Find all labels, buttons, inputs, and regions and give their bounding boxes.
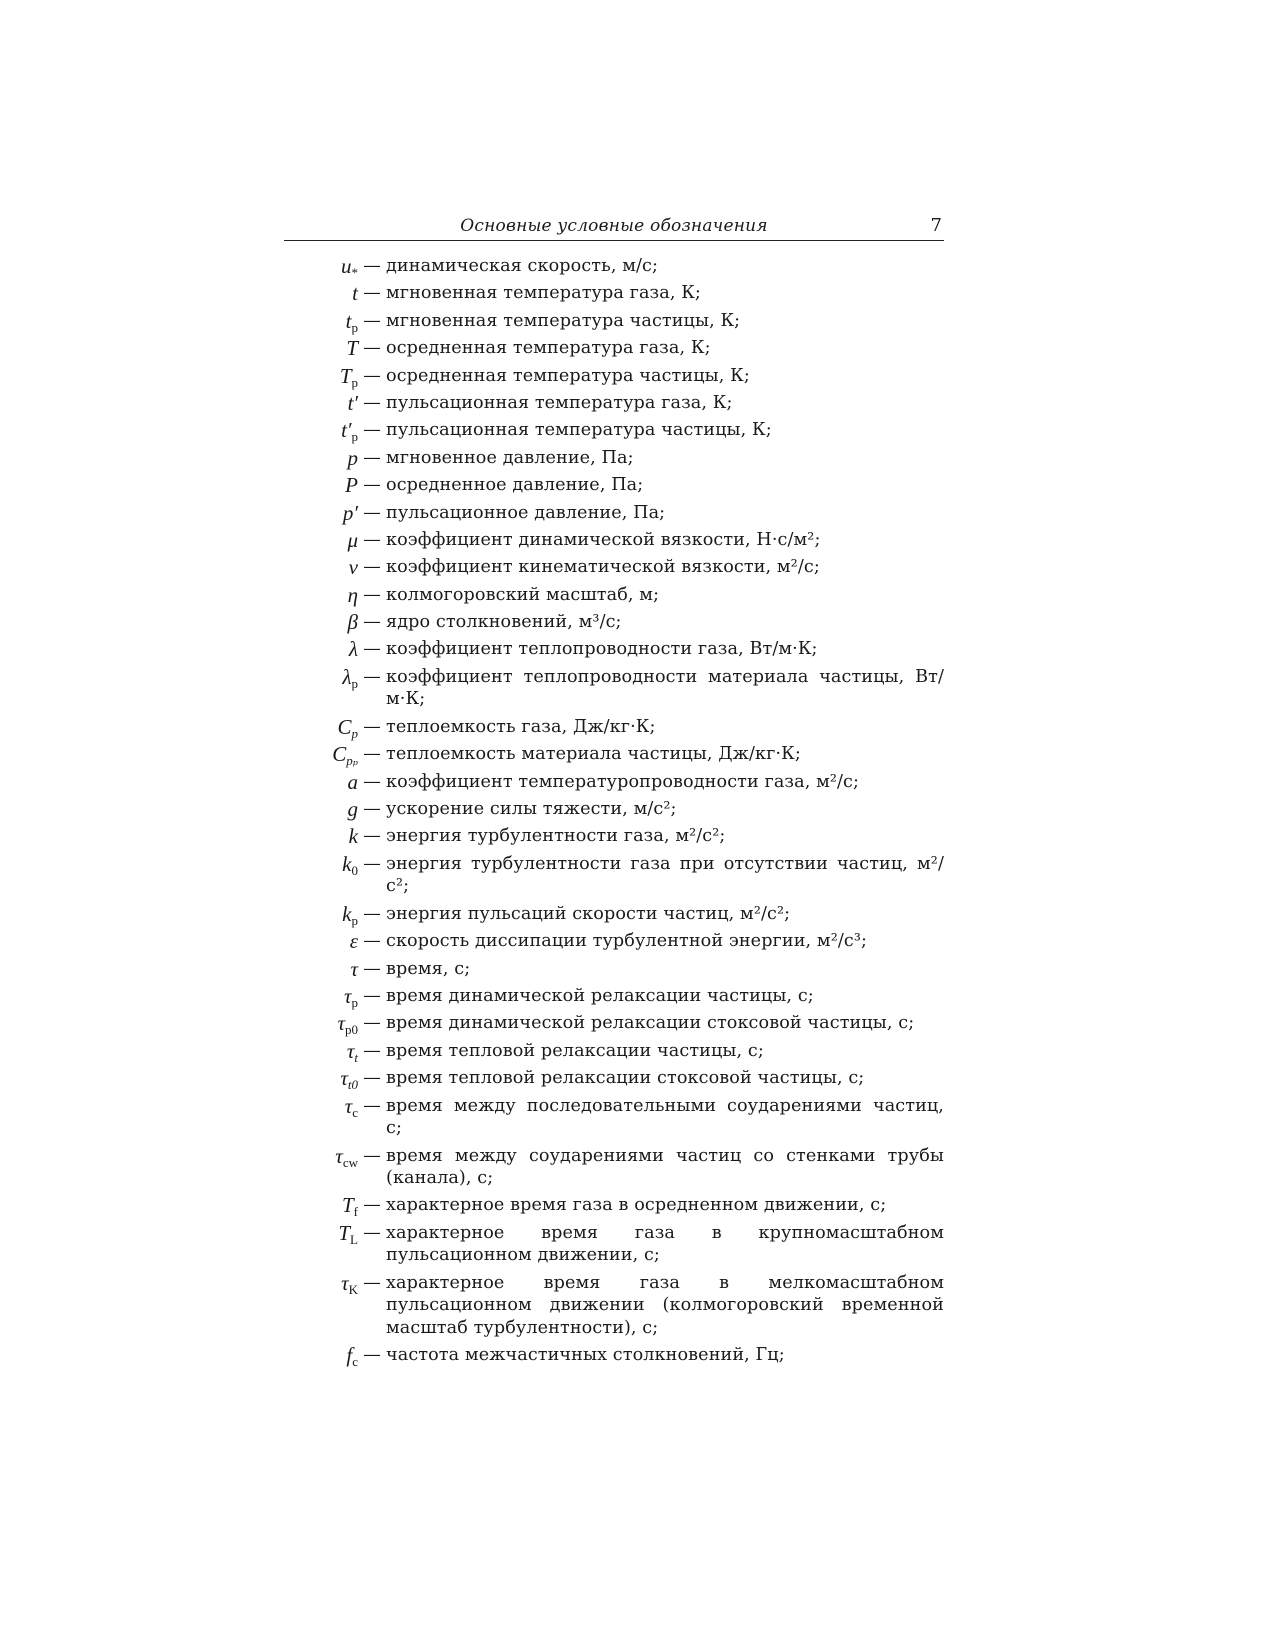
notation-symbol (284, 282, 358, 305)
symbol-subscript: cw (342, 1154, 358, 1170)
notation-entry (284, 1011, 944, 1038)
notation-entry (284, 853, 944, 898)
notation-entry (284, 1222, 944, 1267)
em-dash: — (363, 903, 381, 924)
notation-description: мгновенная температура частицы, К; (386, 310, 741, 331)
notation-entry (284, 310, 944, 333)
notation-symbol (284, 825, 358, 848)
symbol-subscript: c (352, 1354, 358, 1370)
notation-entry (284, 1095, 944, 1140)
symbol-base: t′ (341, 418, 352, 443)
notation-description: пульсационная температура частицы, К; (386, 420, 772, 441)
notation-symbol (284, 474, 358, 497)
symbol-base: ε (349, 929, 358, 954)
notation-description: колмогоровский масштаб, м; (386, 584, 660, 605)
notation-description: энергия турбулентности газа при отсутствии частиц, м²/с²; (386, 853, 944, 897)
notation-description: время между соударениями частиц со стенками трубы (канала), с; (386, 1145, 944, 1189)
notation-description: динамическая скорость, м/с; (386, 256, 659, 276)
notation-symbol (284, 556, 358, 579)
notation-description: пульсационное давление, Па; (386, 502, 666, 523)
notation-symbol (284, 1193, 358, 1220)
notation-symbol (284, 529, 358, 552)
notation-symbol (284, 1222, 358, 1245)
em-dash: — (363, 256, 381, 276)
notation-description: время динамической релаксации стоксовой частицы, с; (386, 1013, 915, 1034)
notation-description: осредненное давление, Па; (386, 475, 644, 496)
notation-symbol (284, 798, 358, 821)
notation-symbol (284, 1095, 358, 1118)
notation-symbol (284, 930, 358, 953)
notation-entry (284, 418, 944, 445)
notation-symbol (284, 903, 358, 926)
notation-description: характерное время газа в осредненном движении, с; (386, 1195, 887, 1216)
notation-symbol (284, 638, 358, 661)
em-dash: — (363, 853, 381, 874)
notation-entry (284, 958, 944, 981)
symbol-subscript: p (351, 912, 358, 928)
symbol-base: τ (343, 983, 352, 1008)
symbol-base: η (347, 582, 358, 607)
notation-symbol (284, 418, 358, 445)
em-dash: — (363, 529, 381, 550)
symbol-base: μ (347, 527, 358, 552)
notation-entry (284, 1343, 944, 1370)
symbol-subscript: 0 (351, 862, 358, 878)
notation-symbol (284, 584, 358, 607)
em-dash: — (363, 799, 381, 820)
symbol-base: t (345, 308, 352, 333)
symbol-base: τ (346, 1038, 355, 1063)
em-dash: — (363, 1222, 381, 1243)
notation-description: ядро столкновений, м³/с; (386, 612, 622, 633)
running-title: Основные условные обозначения (460, 216, 768, 236)
em-dash: — (363, 1195, 381, 1216)
em-dash: — (363, 1040, 381, 1061)
symbol-base: T (346, 336, 358, 361)
notation-symbol (284, 392, 358, 415)
notation-symbol (284, 337, 358, 360)
symbol-subscript: p (351, 374, 358, 390)
symbol-subscript: c (352, 1104, 358, 1120)
notation-description: коэффициент теплопроводности материала частицы, Вт/м·К; (386, 666, 944, 710)
symbol-base: τ (344, 1093, 353, 1118)
symbol-base: τ (340, 1066, 348, 1091)
em-dash: — (363, 502, 381, 523)
em-dash: — (363, 716, 381, 737)
symbol-subscript: pₚ (346, 753, 358, 769)
symbol-base: ν (348, 555, 358, 580)
em-dash: — (363, 931, 381, 952)
notation-entry (284, 1272, 944, 1340)
notation-description: частота межчастичных столкновений, Гц; (386, 1345, 785, 1366)
notation-entry (284, 611, 944, 634)
notation-symbol (284, 958, 358, 981)
symbol-subscript: p (351, 725, 358, 741)
notation-symbol (284, 1343, 358, 1370)
symbol-base: t (352, 281, 358, 306)
notation-symbol (284, 742, 358, 769)
symbol-base: k (342, 851, 352, 876)
symbol-base: P (345, 473, 358, 498)
notation-description: ускорение силы тяжести, м/с²; (386, 799, 677, 820)
notation-symbol (284, 1040, 358, 1063)
symbol-subscript: p0 (345, 1022, 358, 1038)
notation-entry (284, 447, 944, 470)
symbol-subscript: p (351, 319, 358, 335)
notation-symbol (284, 1272, 358, 1295)
notation-entry (284, 1066, 944, 1093)
em-dash: — (363, 1095, 381, 1116)
page-number: 7 (930, 215, 942, 236)
notation-symbol (284, 666, 358, 689)
notation-symbol (284, 1011, 358, 1038)
notation-entry (284, 337, 944, 360)
notation-entry (284, 985, 944, 1008)
notation-symbol (284, 611, 358, 634)
notation-entry (284, 716, 944, 739)
notation-description: время тепловой релаксации частицы, с; (386, 1040, 764, 1061)
em-dash: — (363, 826, 381, 847)
notation-description: осредненная температура газа, К; (386, 338, 711, 359)
notation-symbol (284, 365, 358, 388)
symbol-base: p (347, 445, 358, 470)
notation-description: время тепловой релаксации стоксовой частицы, с; (386, 1068, 865, 1089)
em-dash: — (363, 666, 381, 687)
notation-entry (284, 255, 944, 278)
symbol-base: τ (341, 1270, 349, 1295)
notation-entry (284, 529, 944, 552)
notation-description: теплоемкость газа, Дж/кг·К; (386, 716, 656, 737)
notation-entry (284, 502, 944, 525)
notation-description: коэффициент кинематической вязкости, м²/с; (386, 557, 820, 578)
symbol-base: λ (342, 664, 352, 689)
notation-description: пульсационная температура газа, К; (386, 392, 733, 413)
notation-entry (284, 930, 944, 953)
symbol-base: T (341, 1193, 354, 1218)
em-dash: — (363, 310, 381, 331)
notation-symbol (284, 310, 358, 333)
em-dash: — (363, 557, 381, 578)
em-dash: — (363, 447, 381, 468)
notation-symbol (284, 853, 358, 876)
notation-description: энергия пульсаций скорости частиц, м²/с²; (386, 903, 791, 924)
em-dash: — (363, 1068, 381, 1089)
notation-symbol (284, 1145, 358, 1168)
notation-symbol (284, 771, 358, 794)
notation-description: мгновенная температура газа, К; (386, 283, 701, 304)
symbol-base: C (337, 714, 352, 739)
em-dash: — (363, 1013, 381, 1034)
em-dash: — (363, 612, 381, 633)
notation-entry (284, 365, 944, 388)
symbol-base: a (347, 769, 358, 794)
notation-description: время между последовательными соударениями частиц, с; (386, 1095, 944, 1139)
symbol-base: k (348, 824, 358, 849)
symbol-base: t′ (347, 390, 358, 415)
notation-description: скорость диссипации турбулентной энергии, м²/с³; (386, 931, 868, 952)
notation-entry (284, 392, 944, 415)
notation-symbol (284, 1066, 358, 1093)
em-dash: — (363, 1345, 381, 1366)
em-dash: — (363, 639, 381, 660)
em-dash: — (363, 584, 381, 605)
notation-entry (284, 584, 944, 607)
symbol-base: T (338, 1220, 351, 1245)
notation-description: коэффициент температуропроводности газа, м²/с; (386, 771, 860, 792)
symbol-base: f (346, 1343, 353, 1368)
notation-entry (284, 556, 944, 579)
notation-description: время динамической релаксации частицы, с; (386, 985, 814, 1006)
notation-entry (284, 638, 944, 661)
notation-symbol (284, 985, 358, 1008)
em-dash: — (363, 283, 381, 304)
symbol-base: u (341, 254, 352, 278)
em-dash: — (363, 475, 381, 496)
notation-entry (284, 1040, 944, 1063)
notation-entry (284, 825, 944, 848)
page (284, 214, 944, 1372)
symbol-base: λ (348, 637, 358, 662)
em-dash: — (363, 744, 381, 765)
notation-description: характерное время газа в крупномасштабном пульсационном движении, с; (386, 1222, 944, 1266)
symbol-base: k (342, 901, 352, 926)
notation-symbol (284, 447, 358, 470)
notation-description: коэффициент динамической вязкости, Н·с/м²; (386, 529, 821, 550)
em-dash: — (363, 338, 381, 359)
notation-entry (284, 666, 944, 711)
notation-entry (284, 474, 944, 497)
symbol-base: T (339, 363, 352, 388)
notation-entry (284, 1193, 944, 1220)
notation-description: мгновенное давление, Па; (386, 447, 634, 468)
em-dash: — (363, 392, 381, 413)
symbol-base: τ (335, 1143, 343, 1168)
symbol-base: τ (350, 956, 358, 981)
symbol-subscript: t0 (347, 1077, 358, 1093)
em-dash: — (363, 420, 381, 441)
em-dash: — (363, 985, 381, 1006)
symbol-base: β (347, 610, 358, 635)
symbol-subscript: f (353, 1204, 358, 1220)
notation-entry (284, 282, 944, 305)
notation-symbol (284, 502, 358, 525)
symbol-subscript: t (354, 1049, 358, 1065)
notation-list (284, 254, 944, 1370)
symbol-subscript: p (351, 675, 358, 691)
symbol-subscript: * (351, 265, 358, 280)
symbol-base: g (347, 797, 358, 822)
symbol-base: p′ (342, 500, 358, 525)
symbol-subscript: L (350, 1231, 358, 1247)
symbol-subscript: p (351, 429, 358, 445)
em-dash: — (363, 771, 381, 792)
notation-description: время, с; (386, 958, 471, 979)
notation-entry (284, 903, 944, 926)
notation-description: теплоемкость материала частицы, Дж/кг·К; (386, 744, 801, 765)
symbol-subscript: p (351, 994, 358, 1010)
em-dash: — (363, 1145, 381, 1166)
notation-description: характерное время газа в мелкомасштабном пульсационном движении (колмогоровский временной масштаб турбулентности), с; (386, 1272, 944, 1339)
em-dash: — (363, 365, 381, 386)
notation-entry (284, 742, 944, 769)
notation-symbol (284, 255, 358, 278)
notation-entry (284, 771, 944, 794)
notation-entry (284, 1145, 944, 1190)
em-dash: — (363, 958, 381, 979)
notation-description: осредненная температура частицы, К; (386, 365, 750, 386)
notation-entry (284, 798, 944, 821)
notation-description: коэффициент теплопроводности газа, Вт/м·К; (386, 639, 818, 660)
symbol-base: C (332, 742, 347, 767)
notation-symbol (284, 716, 358, 739)
symbol-base: τ (337, 1011, 345, 1036)
notation-description: энергия турбулентности газа, м²/с²; (386, 826, 726, 847)
em-dash: — (363, 1272, 381, 1293)
symbol-subscript: K (348, 1281, 358, 1297)
running-head (284, 214, 944, 241)
